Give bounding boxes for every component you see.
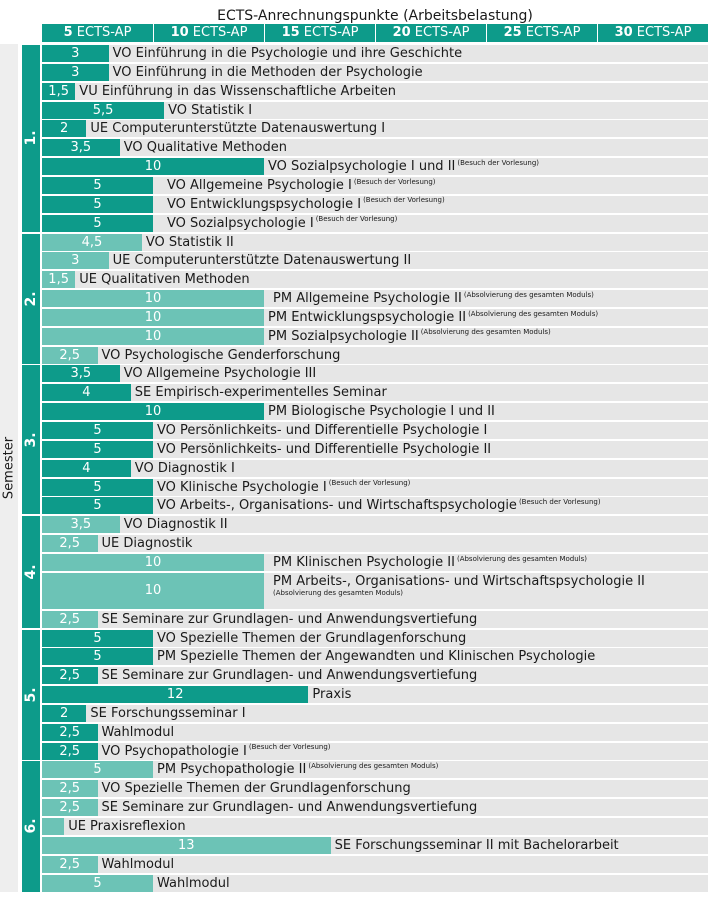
x-tick-number: 25 [503, 25, 522, 40]
course-label-text: UE Computerunterstützte Datenauswertung I [90, 121, 386, 137]
data-label: 5 [93, 649, 102, 665]
course-note: (Absolvierung des gesamten Moduls) [308, 762, 439, 771]
course-label-text: VO Einführung in die Psychologie und ihre Geschichte [112, 46, 463, 61]
x-tick-unit: ECTS-AP [303, 25, 359, 40]
semester-label [22, 45, 40, 232]
x-tick-label [154, 24, 264, 42]
semester-label-text: 2. [23, 291, 39, 307]
course-label [102, 856, 175, 873]
course-label [90, 120, 385, 137]
data-label: 3,5 [70, 517, 92, 533]
course-label-text: VO Klinische Psychologie I [157, 479, 327, 495]
course-note: (Besuch der Vorlesung) [518, 498, 601, 507]
data-label: 10 [144, 309, 162, 325]
data-label: 2 [60, 705, 69, 721]
course-note: (Besuch der Vorlesung) [248, 743, 331, 752]
course-label-text: VO Statistik I [168, 102, 253, 118]
course-label-text: SE Empirisch-experimentelles Seminar [134, 385, 387, 401]
course-note: (Besuch der Vorlesung) [457, 158, 540, 167]
course-label [124, 139, 287, 156]
course-label-text: Wahlmodul [101, 724, 175, 740]
course-label-text: PM Allgemeine Psychologie II [273, 291, 462, 307]
course-label [102, 743, 331, 760]
course-note: (Absolvierung des gesamten Moduls) [456, 554, 587, 563]
course-note: (Absolvierung des gesamten Moduls) [468, 309, 599, 318]
course-label-text: SE Forschungsseminar I [90, 705, 246, 721]
data-label: 4 [82, 460, 91, 476]
data-label: 1,5 [48, 83, 69, 99]
course-label [335, 837, 619, 854]
course-label [102, 780, 411, 797]
data-label: 2,5 [59, 611, 81, 627]
data-label: 2,5 [59, 800, 81, 816]
x-tick-unit: ECTS-AP [414, 25, 470, 40]
course-label [268, 328, 551, 345]
course-label [146, 234, 234, 251]
course-label-text: VO Diagnostik I [134, 460, 235, 476]
data-label: 5 [93, 498, 102, 514]
data-label: 5,5 [92, 102, 114, 118]
semester-label [22, 234, 40, 364]
course-label-text: PM Spezielle Themen der Angewandten und Klinischen Psychologie [157, 649, 596, 665]
y-axis-label-text: Semester [1, 436, 17, 500]
data-label: 10 [144, 404, 162, 420]
course-label [102, 724, 175, 741]
x-tick-unit: ECTS-AP [525, 25, 581, 40]
course-label [268, 158, 539, 175]
course-label [167, 196, 445, 213]
course-label [273, 554, 587, 571]
data-label: 3 [71, 46, 80, 61]
x-tick-number: 15 [281, 25, 300, 40]
data-label: 5 [93, 762, 102, 778]
data-label: 3 [71, 253, 80, 269]
course-label-text: UE Computerunterstützte Datenauswertung II [112, 253, 412, 269]
data-label: 5 [93, 630, 102, 646]
course-label [157, 422, 487, 439]
semester-label [22, 630, 40, 760]
course-label-text: Wahlmodul [157, 875, 230, 891]
course-label-text: VO Qualitative Methoden [123, 140, 287, 156]
course-label [102, 667, 478, 684]
course-label [102, 535, 193, 552]
course-label [168, 102, 252, 119]
data-label: 2,5 [59, 856, 81, 872]
course-label-text: VO Arbeits-, Organisations- und Wirtschaftspsychologie [157, 498, 517, 514]
row-background [42, 234, 708, 251]
course-label-text: UE Qualitativen Methoden [79, 272, 250, 288]
course-label [157, 648, 595, 665]
course-label-text: VO Allgemeine Psychologie III [123, 366, 317, 382]
x-tick-label [376, 24, 486, 42]
course-label-text: UE Praxisreflexion [68, 819, 186, 834]
data-label: 2,5 [59, 724, 81, 740]
x-tick-number: 20 [392, 25, 411, 40]
course-label-text: VO Spezielle Themen der Grundlagenforschung [157, 630, 467, 646]
course-label-text: VO Statistik II [145, 234, 234, 250]
course-label-text: VO Sozialpsychologie I und II [268, 159, 456, 175]
semester-label [22, 516, 40, 627]
course-label [167, 215, 397, 232]
course-label-text: VO Einführung in die Methoden der Psychologie [112, 64, 423, 80]
course-label-text: PM Psychopathologie II [157, 762, 307, 778]
x-tick-label [487, 24, 597, 42]
x-tick-unit: ECTS-AP [192, 25, 248, 40]
x-tick-label [42, 24, 153, 42]
course-label [113, 64, 423, 81]
course-label [273, 574, 645, 598]
data-label: 10 [144, 583, 162, 599]
course-note: (Absolvierung des gesamten Moduls) [273, 588, 404, 597]
course-label [102, 611, 478, 628]
course-label [113, 45, 463, 62]
course-label-text: PM Sozialpsychologie II [268, 328, 419, 344]
x-tick-number: 5 [63, 25, 73, 40]
bar [42, 818, 64, 835]
course-label [135, 460, 235, 477]
course-label-text: SE Seminare zur Grundlagen- und Anwendungsvertiefung [101, 668, 478, 684]
data-label: 2,5 [59, 536, 81, 552]
course-note: (Besuch der Vorlesung) [363, 196, 445, 205]
course-label-text: VO Persönlichkeits- und Differentielle Psychologie II [157, 441, 492, 457]
data-label: 12 [166, 687, 184, 703]
data-label: 10 [144, 159, 162, 175]
course-label-text: PM Klinischen Psychologie II [273, 554, 455, 570]
course-note: (Besuch der Vorlesung) [353, 177, 436, 186]
course-note: (Absolvierung des gesamten Moduls) [463, 290, 594, 299]
course-label-text: PM Biologische Psychologie I und II [268, 404, 495, 420]
course-label [273, 290, 594, 307]
data-label: 2,5 [59, 347, 81, 363]
course-label [102, 799, 478, 816]
semester-label-text: 3. [23, 432, 39, 448]
course-label-text: PM Arbeits-, Organisations- und Wirtschaftspsychologie II [273, 573, 645, 589]
data-label: 2,5 [59, 781, 81, 797]
data-label: 1,5 [48, 272, 69, 288]
course-label [90, 705, 245, 722]
course-label-text: SE Forschungsseminar II mit Bachelorarbeit [334, 837, 619, 853]
y-axis-label [0, 44, 18, 892]
course-label-text: SE Seminare zur Grundlagen- und Anwendungsvertiefung [101, 611, 478, 627]
data-label: 2,5 [59, 743, 81, 759]
data-label: 3,5 [70, 366, 92, 382]
course-label [268, 309, 598, 326]
course-label [157, 441, 491, 458]
course-label-text: VO Psychopathologie I [101, 743, 247, 759]
course-label [157, 479, 410, 496]
x-tick-number: 10 [170, 25, 189, 40]
data-label: 13 [178, 837, 195, 853]
data-label: 5 [93, 423, 102, 438]
course-label-text: VO Diagnostik II [123, 517, 228, 533]
data-label: 10 [144, 291, 162, 307]
x-tick-unit: ECTS-AP [76, 25, 132, 40]
chart-title: ECTS-Anrechnungspunkte (Arbeitsbelastung) [217, 8, 533, 24]
course-label [113, 252, 412, 269]
course-label [68, 818, 185, 835]
course-label-text: VO Sozialpsychologie I [167, 215, 314, 231]
course-label-text: Praxis [312, 687, 352, 703]
x-tick-label [598, 24, 708, 42]
course-label-text: VO Persönlichkeits- und Differentielle Psychologie I [157, 423, 488, 438]
course-label [167, 177, 436, 194]
course-label [79, 271, 249, 288]
course-label-text: VO Psychologische Genderforschung [101, 347, 341, 363]
course-label-text: VO Spezielle Themen der Grundlagenforschung [101, 781, 411, 797]
data-label: 3 [71, 64, 80, 80]
data-label: 2 [60, 121, 69, 137]
semester-label [22, 761, 40, 891]
data-label: 10 [144, 554, 162, 570]
course-label-text: VO Allgemeine Psychologie I [167, 177, 352, 193]
data-label: 5 [93, 196, 102, 212]
course-note: (Besuch der Vorlesung) [315, 215, 398, 224]
course-label [124, 516, 228, 533]
course-label [135, 384, 387, 401]
course-label-text: VU Einführung in das Wissenschaftliche Arbeiten [79, 83, 396, 99]
data-label: 5 [93, 215, 102, 231]
course-label [157, 875, 230, 892]
course-label [79, 83, 396, 100]
course-label [157, 761, 438, 778]
course-label-text: VO Entwicklungspsychologie I [167, 196, 362, 212]
data-label: 5 [93, 479, 102, 495]
course-label [268, 403, 495, 420]
semester-label-text: 1. [23, 130, 39, 146]
course-label [157, 630, 466, 647]
course-label [312, 686, 351, 703]
semester-label-text: 6. [23, 818, 39, 835]
course-label-text: UE Diagnostik [101, 536, 193, 552]
data-label: 3,5 [70, 140, 92, 156]
course-label [102, 347, 341, 364]
data-label: 2,5 [59, 668, 81, 684]
data-label: 5 [93, 441, 102, 457]
semester-label-text: 5. [23, 687, 39, 703]
course-note: (Besuch der Vorlesung) [328, 479, 411, 488]
data-label: 5 [93, 177, 102, 193]
semester-label-text: 4. [23, 564, 39, 580]
semester-label [22, 365, 40, 514]
data-label: 5 [93, 875, 102, 891]
course-label-text: SE Seminare zur Grundlagen- und Anwendungsvertiefung [101, 800, 478, 816]
x-tick-unit: ECTS-AP [636, 25, 692, 40]
course-label-text: Wahlmodul [101, 856, 175, 872]
course-label [157, 497, 601, 514]
course-label [124, 365, 317, 382]
data-label: 10 [144, 328, 162, 344]
course-note: (Absolvierung des gesamten Moduls) [420, 328, 551, 337]
x-tick-number: 30 [614, 25, 633, 40]
course-label-text: PM Entwicklungspsychologie II [268, 309, 467, 325]
x-tick-label [265, 24, 375, 42]
data-label: 4 [82, 385, 91, 401]
data-label: 4,5 [81, 234, 103, 250]
